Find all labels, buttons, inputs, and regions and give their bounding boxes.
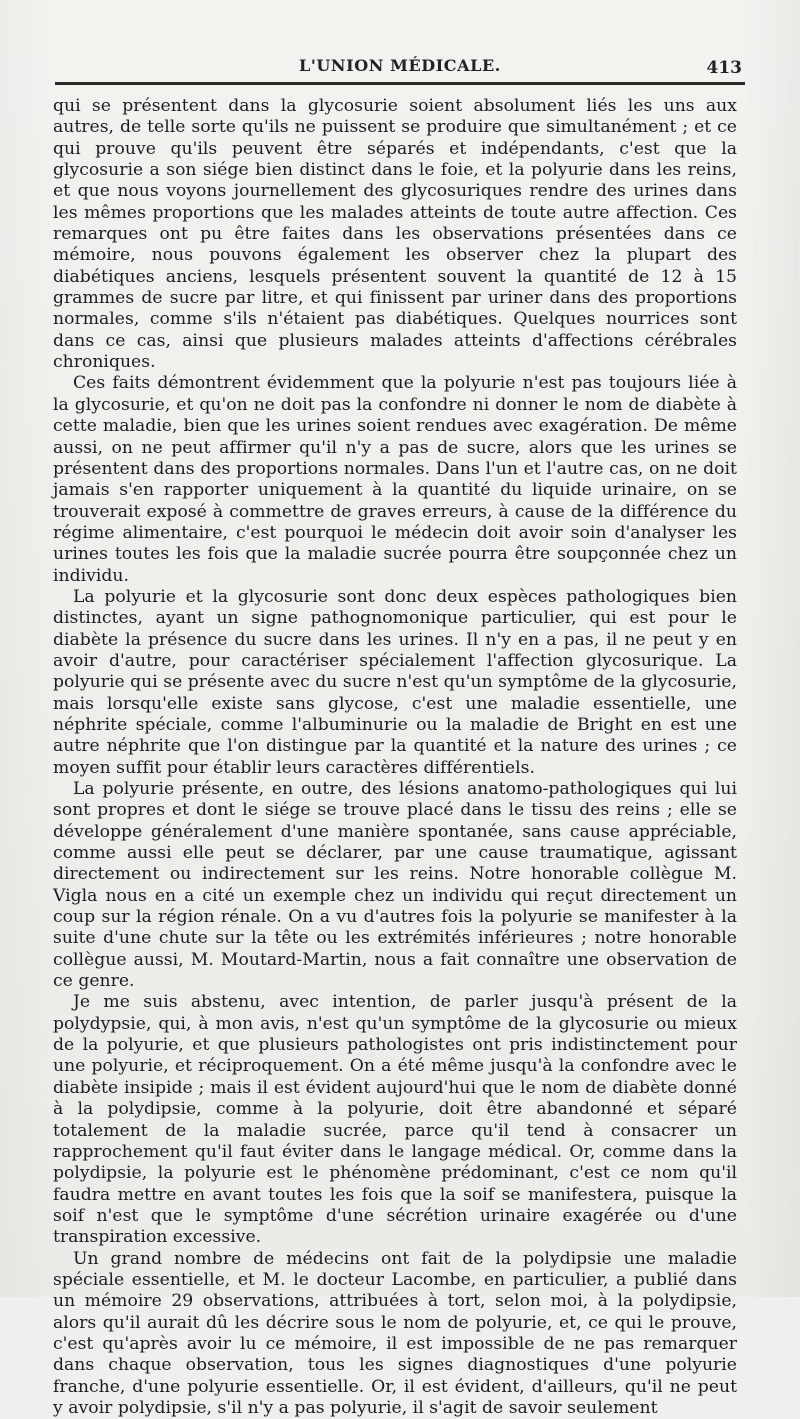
paragraph-4: La polyurie présente, en outre, des lésions anatomo-pathologiques qui lui sont propres et dont le siége se trouve placé dans le tissu des reins ; elle se développe généralement d'une manière spontanée, sans cause appréciable, comme aussi elle peut se déclarer, par une cause traumatique, agissant directement ou indirectement sur les reins. Notre honorable collègue M. Vigla nous en a cité un exemple chez un individu qui reçut directement un coup sur la région rénale. On a vu d'autres fois la polyurie se manifester à la suite d'une chute sur la tête ou les extrémités inférieures ; notre honorable collègue aussi, M. Moutard-Martin, nous a fait connaître une observation de ce genre. xyxy=(53,779,737,992)
page-number: 413 xyxy=(706,58,742,78)
paragraph-5: Je me suis abstenu, avec intention, de parler jusqu'à présent de la polydypsie, qui, à mon avis, n'est qu'un symptôme de la glycosurie ou mieux de la polyurie, et que plusieurs pathologistes ont pris indistinctement pour une polyurie, et réciproquement. On a été même jusqu'à la confondre avec le diabète insipide ; mais il est évident aujourd'hui que le nom de diabète donné à la polydipsie, comme à la polyurie, doit être abandonné et séparé totalement de la maladie sucrée, parce qu'il tend à consacrer un rapprochement qu'il faut éviter dans le langage médical. Or, comme dans la polydipsie, la polyurie est le phénomène prédominant, c'est ce nom qu'il faudra mettre en avant toutes les fois que la soif se manifestera, puisque la soif n'est que le symptôme d'une sécrétion urinaire exagérée ou d'une transpiration excessive. xyxy=(53,992,737,1248)
paragraph-6: Un grand nombre de médecins ont fait de la polydipsie une maladie spéciale essentielle, et M. le docteur Lacombe, en particulier, a publié dans un mémoire 29 observations, attribuées à tort, selon moi, à la polydipsie, alors qu'il aurait dû les décrire sous le nom de polyurie, et, ce qui le prouve, c'est qu'après avoir lu ce mémoire, il est impossible de ne pas remarquer dans chaque observation, tous les signes diagnostiques d'une polyurie franche, d'une polyurie essentielle. Or, il est évident, d'ailleurs, qu'il ne peut y avoir polydipsie, s'il n'y a pas polyurie, il s'agit de savoir seulement xyxy=(53,1248,737,1418)
paragraph-3: La polyurie et la glycosurie sont donc deux espèces pathologiques bien distinctes, ayant un signe pathognomonique particulier, qui est pour le diabète la présence du sucre dans les urines. Il n'y en a pas, il ne peut y en avoir d'autre, pour caractériser spécialement l'affection glycosurique. La polyurie qui se présente avec du sucre n'est qu'un symptôme de la glycosurie, mais lorsqu'elle existe sans glycose, c'est une maladie essentielle, une néphrite spéciale, comme l'albuminurie ou la maladie de Bright en est une autre néphrite que l'on distingue par la quantité et la nature des urines ; ce moyen suffit pour établir leurs caractères différentiels. xyxy=(53,586,737,778)
page-header xyxy=(55,52,745,82)
paragraph-2: Ces faits démontrent évidemment que la polyurie n'est pas toujours liée à la glycosurie, et qu'on ne doit pas la confondre ni donner le nom de diabète à cette maladie, bien que les urines soient rendues avec exagération. De même aussi, on ne peut affirmer qu'il n'y a pas de sucre, alors que les urines se présentent dans des proportions normales. Dans l'un et l'autre cas, on ne doit jamais s'en rapporter uniquement à la quantité du liquide urinaire, on se trouverait exposé à commettre de graves erreurs, à cause de la différence du régime alimentaire, c'est pourquoi le médecin doit avoir soin d'analyser les urines toutes les fois que la maladie sucrée pourra être soupçonnée chez un individu. xyxy=(53,373,737,586)
article-body xyxy=(53,96,737,1418)
header-rule xyxy=(55,82,745,85)
paragraph-1: qui se présentent dans la glycosurie soient absolument liés les uns aux autres, de telle sorte qu'ils ne puissent se produire que simultanément ; et ce qui prouve qu'ils peuvent être séparés et indépendants, c'est que la glycosurie a son siége bien distinct dans le foie, et la polyurie dans les reins, et que nous voyons journellement des glycosuriques rendre des urines dans les mêmes proportions que les malades atteints de toute autre affection. Ces remarques ont pu être faites dans les observations présentées dans ce mémoire, nous pouvons également les observer chez la plupart des diabétiques anciens, lesquels présentent souvent la quantité de 12 à 15 grammes de sucre par litre, et qui finissent par uriner dans des proportions normales, comme s'ils n'étaient pas diabétiques. Quelques nourrices sont dans ce cas, ainsi que plusieurs malades atteints d'affections cérébrales chroniques. xyxy=(53,96,737,373)
journal-title: L'UNION MÉDICALE. xyxy=(299,56,501,75)
